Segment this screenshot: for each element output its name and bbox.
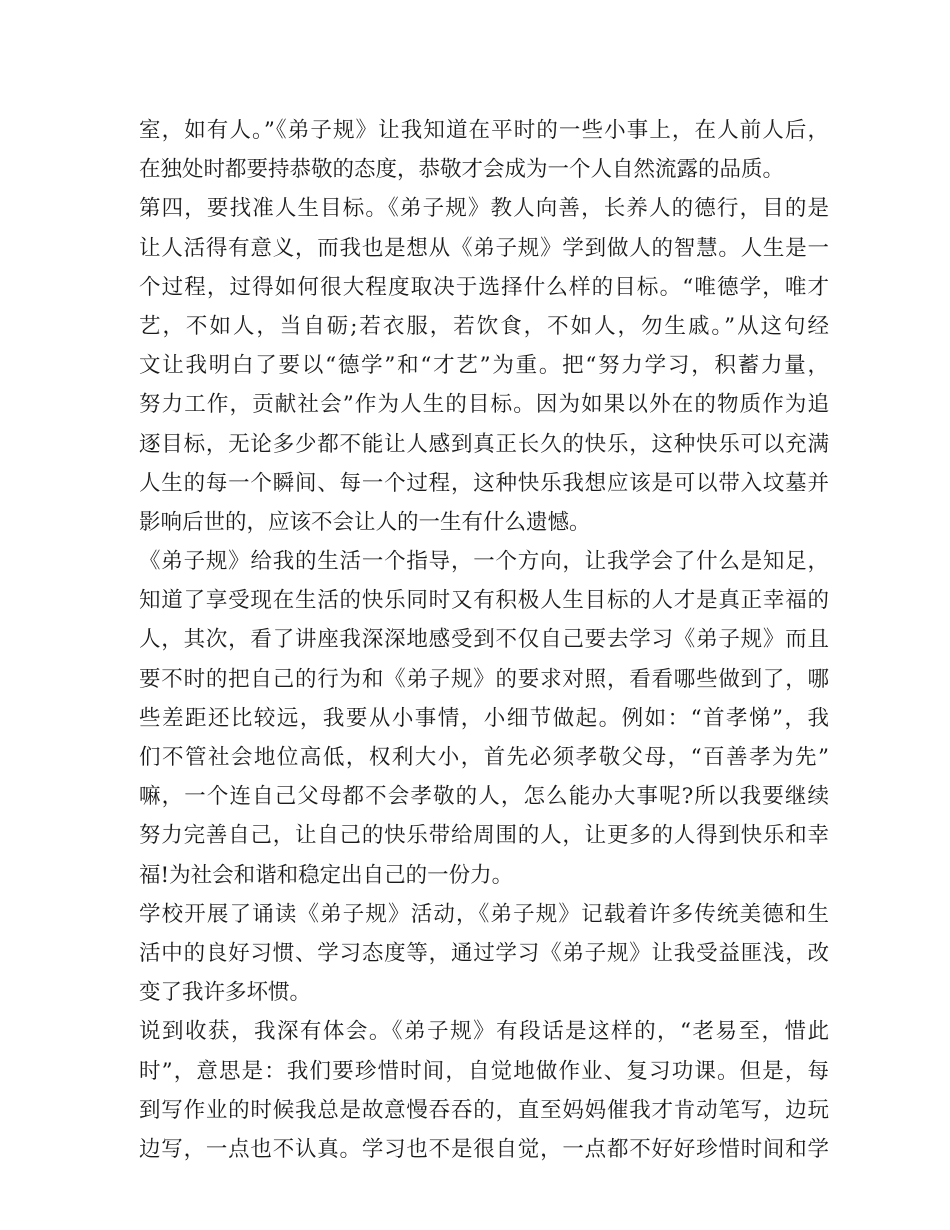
paragraph xyxy=(139,895,829,1013)
text-line: 个过程，过得如何很大程度取决于选择什么样的目标。“唯德学，唯才 xyxy=(139,274,829,300)
text-line: 艺，不如人，当自砺;若衣服，若饮食，不如人，勿生戚。”从这句经 xyxy=(139,313,829,339)
text-line: 嘛，一个连自己父母都不会孝敬的人，怎么能办大事呢?所以我要继续 xyxy=(139,784,829,810)
text-line: 变了我许多坏惯。 xyxy=(139,980,312,1006)
text-line: 知道了享受现在生活的快乐同时又有积极人生目标的人才是真正幸福的 xyxy=(139,588,829,614)
text-line: 努力完善自己，让自己的快乐带给周围的人，让更多的人得到快乐和幸 xyxy=(139,823,829,849)
text-line: 影响后世的，应该不会让人的一生有什么遗憾。 xyxy=(139,509,591,535)
text-line: 让人活得有意义，而我也是想从《弟子规》学到做人的智慧。人生是一 xyxy=(139,235,829,261)
text-line: 要不时的把自己的行为和《弟子规》的要求对照，看看哪些做到了，哪 xyxy=(139,666,829,692)
text-line: 《弟子规》给我的生活一个指导，一个方向，让我学会了什么是知足， xyxy=(139,549,829,575)
text-line: 逐目标，无论多少都不能让人感到真正长久的快乐，这种快乐可以充满 xyxy=(139,431,829,457)
text-line: 学校开展了诵读《弟子规》活动，《弟子规》记载着许多传统美德和生 xyxy=(139,901,829,927)
text-line: 活中的良好习惯、学习态度等，通过学习《弟子规》让我受益匪浅，改 xyxy=(139,940,829,966)
text-line: 们不管社会地位高低，权利大小，首先必须孝敬父母，“百善孝为先” xyxy=(139,745,829,770)
text-line: 第四，要找准人生目标。《弟子规》教人向善，长养人的德行，目的是 xyxy=(139,196,829,222)
paragraph xyxy=(139,189,829,542)
text-line: 文让我明白了要以“德学”和“才艺”为重。把“努力学习，积蓄力量， xyxy=(139,353,829,379)
text-line: 些差距还比较远，我要从小事情，小细节做起。例如：“首孝悌”，我 xyxy=(139,705,829,731)
paragraph xyxy=(139,1012,829,1169)
text-line: 时”，意思是：我们要珍惜时间，自觉地做作业、复习功课。但是，每 xyxy=(139,1058,829,1084)
paragraph xyxy=(139,542,829,895)
text-line: 努力工作，贡献社会”作为人生的目标。因为如果以外在的物质作为追 xyxy=(139,392,829,418)
paragraph xyxy=(139,111,829,189)
text-line: 到写作业的时候我总是故意慢吞吞的，直至妈妈催我才肯动笔写，边玩 xyxy=(139,1097,829,1123)
document-body xyxy=(139,111,829,1169)
text-line: 人生的每一个瞬间、每一个过程，这种快乐我想应该是可以带入坟墓并 xyxy=(139,470,829,496)
text-line: 在独处时都要持恭敬的态度，恭敬才会成为一个人自然流露的品质。 xyxy=(139,157,785,183)
text-line: 说到收获，我深有体会。《弟子规》有段话是这样的，“老易至，惜此 xyxy=(139,1019,829,1045)
text-line: 室，如有人。”《弟子规》让我知道在平时的一些小事上，在人前人后， xyxy=(139,118,829,143)
text-line: 人，其次，看了讲座我深深地感受到不仅自己要去学习《弟子规》而且 xyxy=(139,627,829,653)
text-line: 福!为社会和谐和稳定出自己的一份力。 xyxy=(139,862,514,888)
text-line: 边写，一点也不认真。学习也不是很自觉，一点都不好好珍惜时间和学 xyxy=(139,1136,829,1162)
